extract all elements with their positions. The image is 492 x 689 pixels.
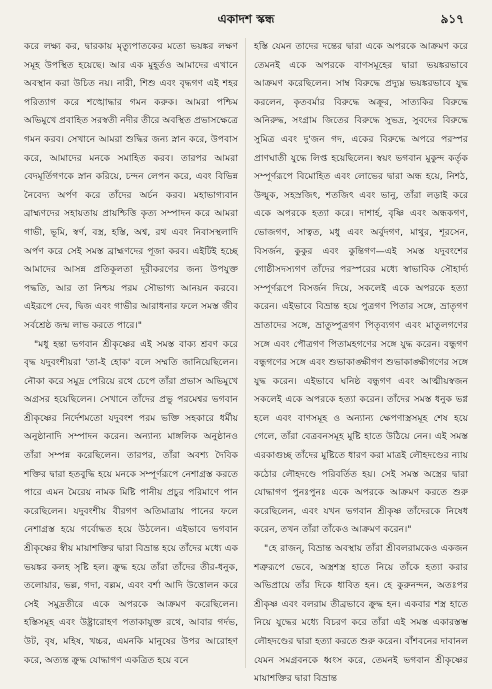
right-column (254, 38, 468, 685)
page-header (0, 8, 492, 30)
page-number: ৯১৭ (440, 12, 464, 26)
right-paragraph-1: হস্তি যেমন তাদের দন্তের দ্বারা একে অপরকে আক্রমণ করে তেমনই একে অপরকে বাণসমূহের দ্বারা ভয়ঙ্করভাবে আক্রমণ করেছিলেন। সাম্ব বিরুদ্ধে প্রদ্যুম্ন ভয়ঙ্করভাবে যুদ্ধ করলেন, কৃতবর্মার বিরুদ্ধে অক্রূর, সাত্যকির বিরুদ্ধে অনিরুদ্ধ, সংগ্রাম জিতের বিরুদ্ধে সুভদ্র, সুবদের বিরুদ্ধে সুমিত্র এবং দু'জন গদ, একের বিরুদ্ধে অপরে পরস্পর প্রাণঘাতী যুদ্ধে লিপ্ত হয়েছিলেন। স্বয়ং ভগবান মুকুন্দ কর্তৃক সম্পূর্ণরূপে বিমোহিত এবং লোভের দ্বারা অন্ধ হয়ে, নিশঠ, উল্মুক, সহস্রজিৎ, শতজিৎ এবং ভানু, তাঁরা লড়াই করে একে অপরকে হত্যা করে। দাশার্হ, বৃষ্ণি এবং অন্ধকগণ, ভোজগণ, সাত্বত, মধু এবং অর্বুদগণ, মাথুর, শূরসেন, বিসর্জন, কুকুর এবং কুন্তিগণ—এই সমস্ত যদুবংশের গোষ্ঠীসদস্যগণ তাঁদের পরস্পরের মধ্যে স্বাভাবিক সৌহার্দ্য সম্পূর্ণরূপে বিসর্জন দিয়ে, সকলেই একে অপরকে হত্যা করেন। এইভাবে বিভ্রান্ত হয়ে পুত্রগণ পিতার সঙ্গে, ভ্রাতৃগণ ভ্রাতাদের সঙ্গে, ভ্রাতুষ্পুত্রগণ পিতৃব্যগণ এবং মাতুলগণের সঙ্গে এবং পৌত্রগণ পিতামহগণের সঙ্গে যুদ্ধ করেন। বন্ধুগণ বন্ধুগণের সঙ্গে এবং শুভাকাঙ্ক্ষীগণ শুভাকাঙ্ক্ষীগণের সঙ্গে যুদ্ধ করেন। এইভাবে ঘনিষ্ঠ বন্ধুগণ এবং আত্মীয়স্বজন সকলেই একে অপরকে হত্যা করেন। তাঁদের সমস্ত ধনুক ভগ্ন হলে এবং বাণসমূহ ও অন্যান্য ক্ষেপণাস্ত্রসমূহ শেষ হয়ে গেলে, তাঁরা বেত্রবনসমূহ মুষ্টি হাতে উঠিয়ে নেন। এই সমস্ত এরকাগুচ্ছ তাঁদের মুষ্টিতে ধারণ করা মাত্রই লৌহদণ্ডের ন্যায় কঠোর লৌহদণ্ডে পরিবর্তিত হয়। সেই সমস্ত অস্ত্রের দ্বারা যোদ্ধাগণ পুনঃপুনঃ একে অপরকে আক্রমণ করতে শুরু করেছিলেন, এবং যখন ভগবান শ্রীকৃষ্ণ তাঁদেরকে নিষেধ করেন, তখন তাঁরা তাঁকেও আক্রমণ করেন।" (254, 41, 468, 536)
right-paragraph-2: "হে রাজন্, বিভ্রান্ত অবস্থায় তাঁরা শ্রীবলরামকেও একজন শত্রুরূপে ভেবে, অস্ত্রশস্ত্র হাতে নিয়ে তাঁকে হত্যা করার অভিপ্রায়ে তাঁর দিকে ধাবিত হন। হে কুরুনন্দন, অতঃপর শ্রীকৃষ্ণ এবং বলরাম তীব্রভাবে ক্রুদ্ধ হন। একবার শস্ত্র হাতে নিয়ে যুদ্ধের মধ্যে বিচরণ করে তাঁরা এই সমস্ত একারস্তম্ভ লৌহদণ্ডের দ্বারা হত্যা করতে শুরু করেন। বাঁশবনের দাবানল যেমন সমগ্রবনকে ধ্বংস করে, তেমনই ভগবান শ্রীকৃষ্ণের মায়াশক্তির দ্বারা বিভ্রান্ত (254, 543, 468, 685)
column-divider (245, 38, 246, 668)
left-paragraph-1: করে লক্ষ্য কর, দ্বারকায় মৃত্যুপাতকের মতো ভয়ঙ্কর লক্ষণ সমূহ উপস্থিত হয়েছে। আর এক মুহূর্তও আমাদের এখানে অবস্থান করা উচিত নয়। নারী, শিশু এবং বৃদ্ধগণ এই শহর পরিত্যাগ করে শঙ্খোদ্ধার গমন করুক। আমরা পশ্চিম অভিমুখে প্রবাহিত সরস্বতী নদীর তীরে অবস্থিত প্রভাসক্ষেত্রে গমন করব। সেখানে আমরা শুদ্ধির জন্য স্নান করে, উপবাস করে, আমাদের মনকে সমাহিত করব। তারপর আমরা বেদমূর্তিগণকে স্নান করিয়ে, চন্দন লেপন করে, এবং বিভিন্ন নৈবেদ্য অর্পণ করে তাঁদের অর্চন করব। মহাভাগ্যবান ব্রাহ্মণদের সহায়তায় প্রায়শ্চিত্তি কৃত্য সম্পাদন করে আমরা গাভী, ভূমি, স্বর্ণ, বস্ত্র, হস্তি, অশ্ব, রথ এবং নিবাসস্থলাদি অর্পণ করে সেই সমস্ত ব্রাহ্মণদের পূজা করব। এইটিই হচ্ছে আমাদের আসন্ন প্রতিকূলতা দূরীকরণের জন্য উপযুক্ত পদ্ধতি, আর তা নিশ্চয় পরম সৌভাগ্য আনয়ন করবে। এইরূপে দেব, দ্বিজ এবং গাভীর আরাধনার ফলে সমস্ত জীব সর্বশ্রেষ্ঠ জন্ম লাভ করতে পারে।" (24, 41, 238, 331)
running-title: একাদশ স্কন্ধ (217, 12, 275, 26)
left-paragraph-2: "মধু হন্তা ভগবান শ্রীকৃষ্ণের এই সমস্ত বাক্য শ্রবণ করে বৃদ্ধ যদুবংশীয়রা 'তা-ই হোক' বলে সম্মতি জানিয়েছিলেন। নৌকা করে সমুদ্র পেরিয়ে রথে চেপে তাঁরা প্রভাস অভিমুখে অগ্রসর হয়েছিলেন। সেখানে তাঁদের প্রভু পরমেশ্বর ভগবান শ্রীকৃষ্ণের নির্দেশমতো যদুবংশ পরম ভক্তি সহকারে ধর্মীয় অনুষ্ঠানাদি সম্পাদন করেন। অন্যান্য মাঙ্গলিক অনুষ্ঠানও তাঁরা সম্পন্ন করেছিলেন। তারপর, তাঁরা অবশ্য দৈবিক শক্তির দ্বারা হতবুদ্ধি হয়ে মনকে সম্পূর্ণরূপে নেশাগ্রস্ত করতে পারে এমন মৈরেয় নামক মিষ্টি পানীয় প্রচুর পরিমাণে পান করেছিলেন। যদুবংশীয় বীরগণ অতিমাত্রায় পানের ফলে নেশাগ্রস্ত হয়ে গর্বোদ্ধত হয়ে উঠলেন। এইভাবে ভগবান শ্রীকৃষ্ণের স্বীয় মায়াশক্তির দ্বারা বিভ্রান্ত হয়ে তাঁদের মধ্যে এক ভয়ঙ্কর কলহ সৃষ্টি হল। ক্রুদ্ধ হয়ে তাঁরা তাঁদের তীর-ধনুক, তলোয়ার, ভল্ল, গদা, বল্লম, এবং বর্শা আদি উত্তোলন করে সেই সমুদ্রতীরে একে অপরকে আক্রমণ করেছিলেন। হস্তিসমূহ এবং উষ্ট্রারোহণ পতাকাযুক্ত রথে, আবার গর্দভ, উট, বৃষ, মহিষ, খচ্চর, এমনকি মানুষের উপর আরোহণ করে, অত্যন্ত ক্রুদ্ধ যোদ্ধাগণ একত্রিত হয়ে বনে (24, 338, 239, 666)
left-column (24, 38, 238, 670)
